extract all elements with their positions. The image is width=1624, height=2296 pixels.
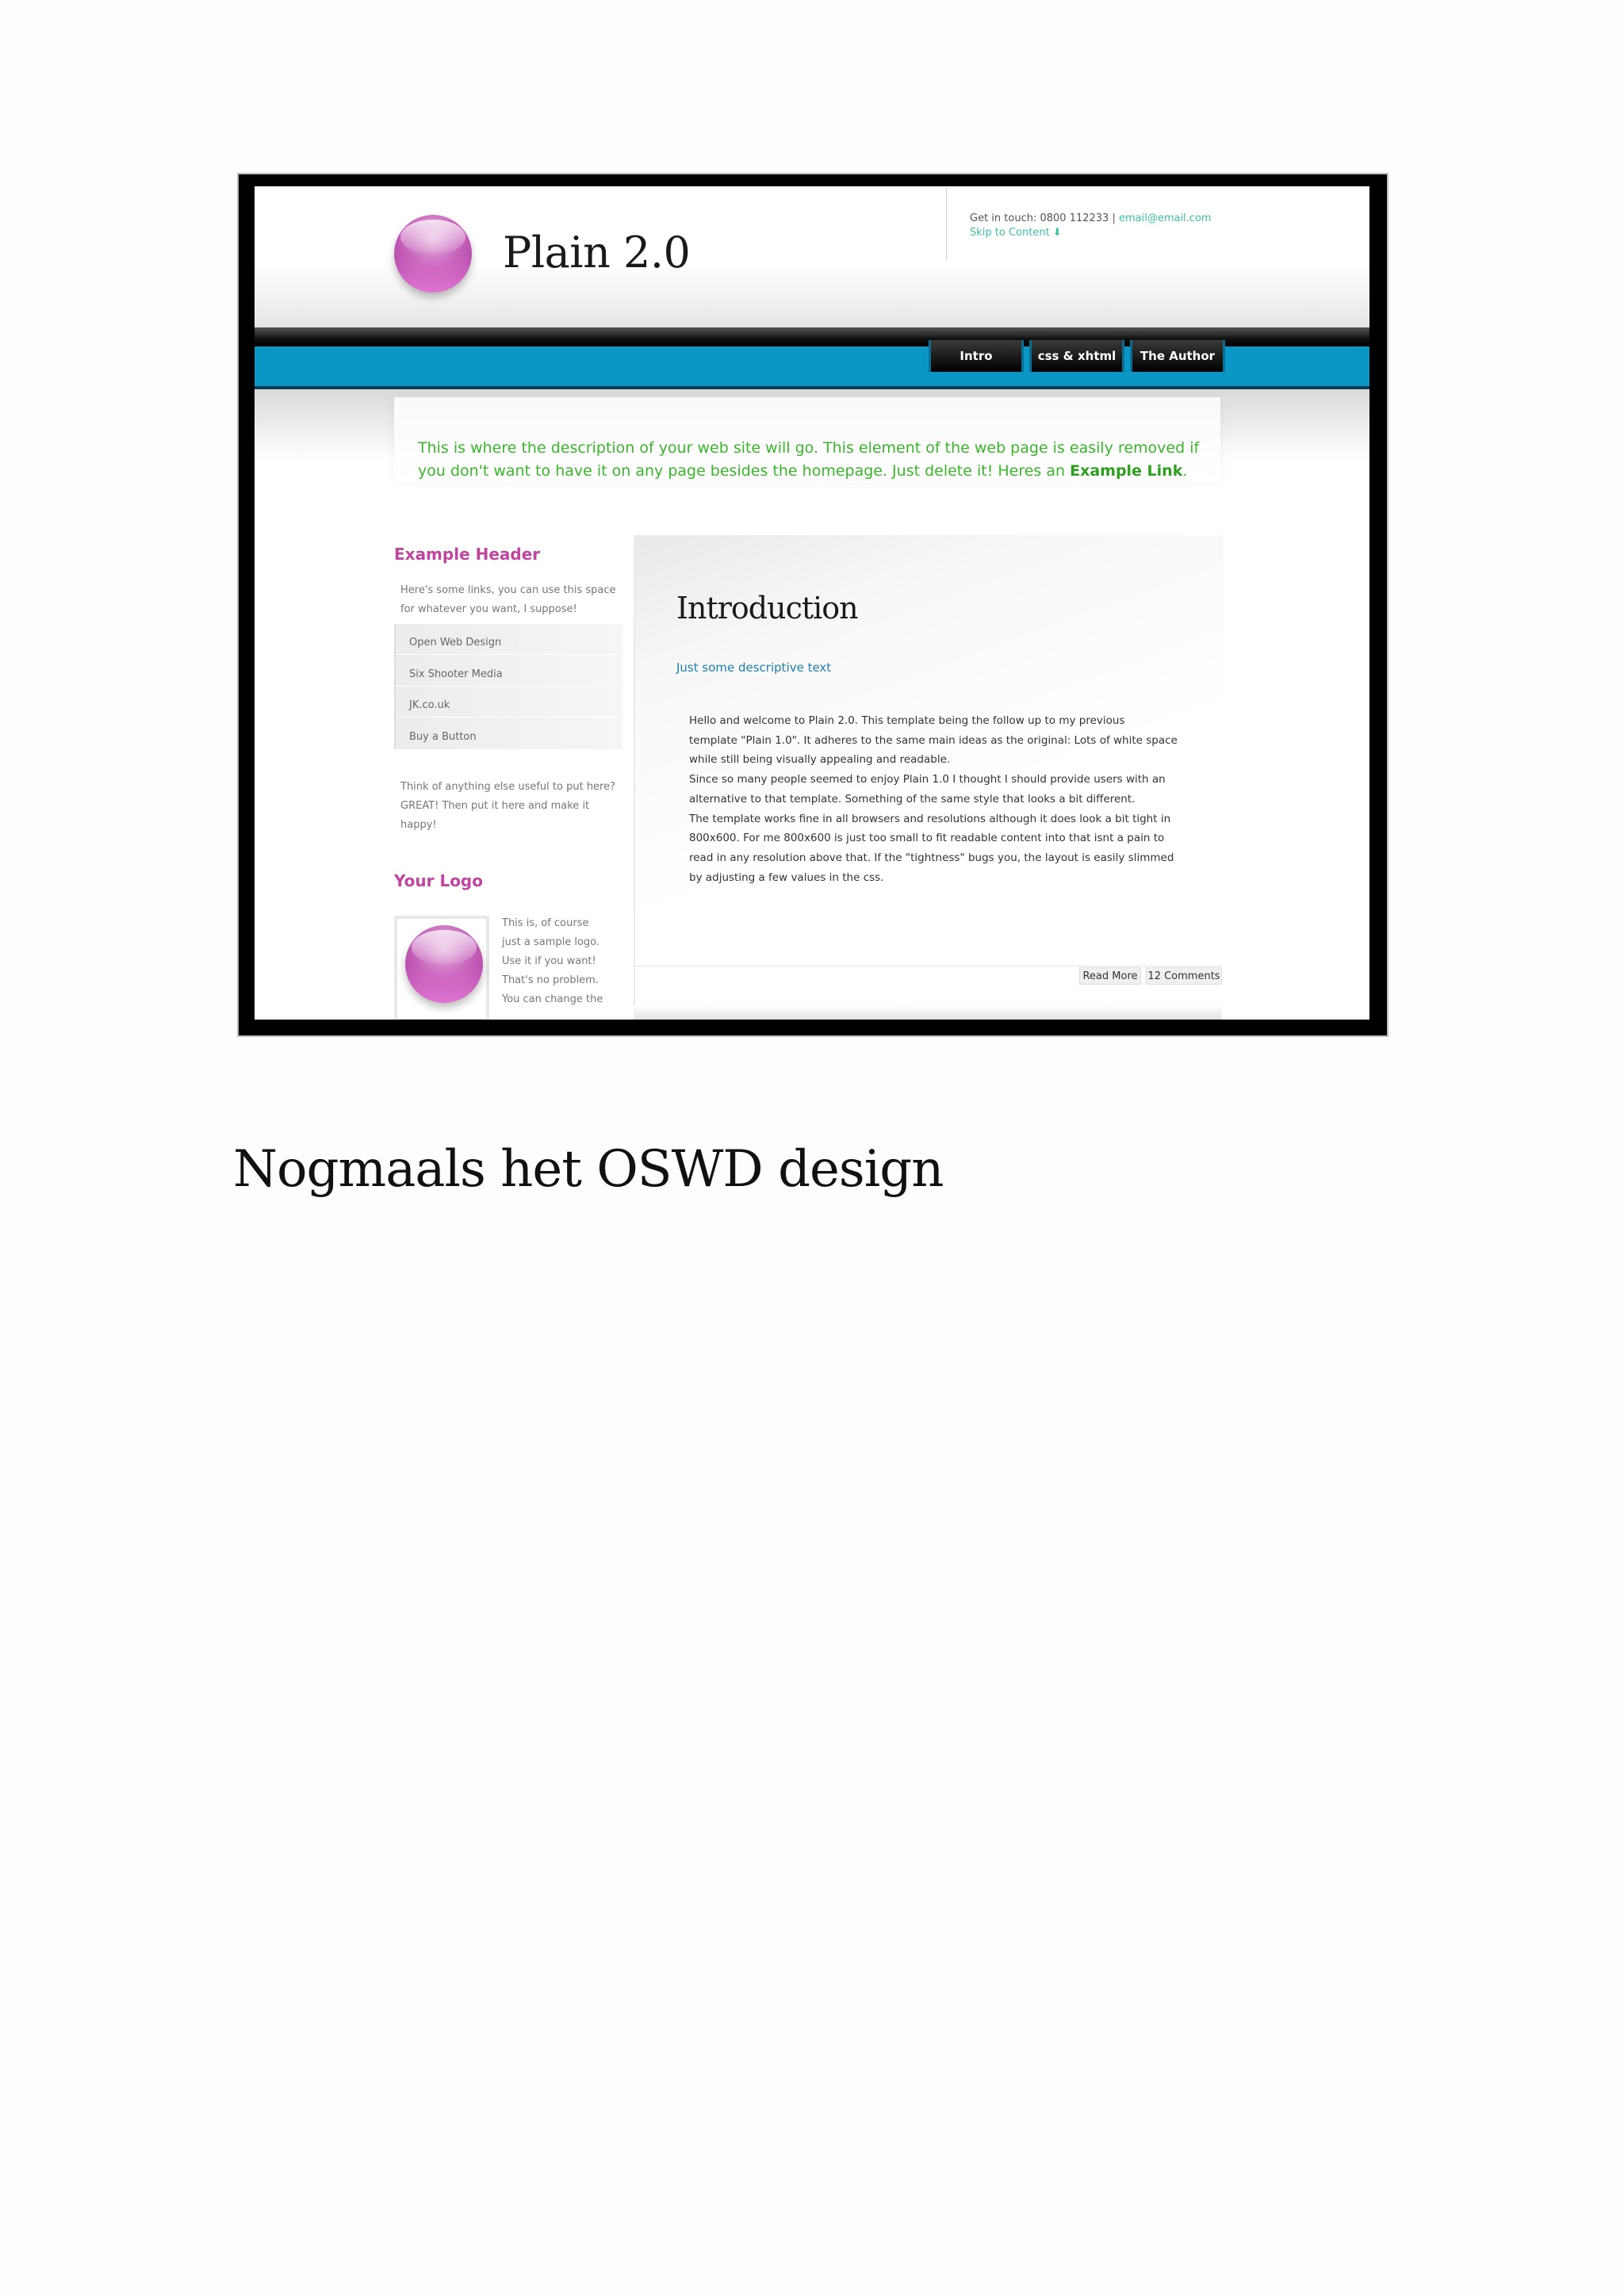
divider xyxy=(396,686,622,687)
intro-body-line: The template works fine in all browsers and resolutions although it does look a bit tight in xyxy=(689,812,1171,825)
intro-body-line: 800x600. For me 800x600 is just too small to fit readable content into that isnt a pain to xyxy=(689,832,1165,845)
contact-phone: Get in touch: 0800 112233 | xyxy=(970,212,1116,224)
sidebar-logo-line: Use it if you want! xyxy=(502,955,596,967)
divider xyxy=(396,717,622,718)
sample-logo-box xyxy=(394,916,489,1020)
example-link[interactable]: Example Link xyxy=(1070,462,1183,480)
intro-body xyxy=(689,711,1197,887)
intro-body-line: by adjusting a few values in the css. xyxy=(689,871,884,884)
sidebar-link-list xyxy=(394,624,622,749)
header-divider xyxy=(946,188,947,259)
comments-button[interactable]: 12 Comments xyxy=(1146,967,1222,985)
document-caption: Nogmaals het OSWD design xyxy=(233,1140,944,1199)
site-description xyxy=(418,437,1219,483)
sidebar-intro-line: Here's some links, you can use this space xyxy=(400,584,616,596)
sidebar-link-buy-a-button[interactable]: Buy a Button xyxy=(409,731,477,743)
screenshot-frame xyxy=(237,173,1388,1037)
sidebar-your-logo-header: Your Logo xyxy=(394,871,483,890)
sidebar-logo-line: That's no problem. xyxy=(502,974,599,986)
sidebar-extra-text xyxy=(400,778,615,835)
intro-body-line: read in any resolution above that. If the "tightness" bugs you, the layout is easily slimmed xyxy=(689,851,1174,864)
nav-the-author-button[interactable]: The Author xyxy=(1130,340,1225,372)
main-bottom-bar xyxy=(634,1005,1222,1020)
intro-body-line: alternative to that template. Something of the same style that looks a bit different. xyxy=(689,792,1136,806)
sidebar-extra-line: happy! xyxy=(400,819,437,831)
sidebar-example-header: Example Header xyxy=(394,545,541,564)
intro-body-line: Since so many people seemed to enjoy Plain 1.0 I thought I should provide users with an xyxy=(689,773,1166,786)
nav-css-xhtml-button[interactable]: css & xhtml xyxy=(1029,340,1124,372)
embedded-website-screenshot xyxy=(255,186,1369,1020)
intro-subtitle: Just some descriptive text xyxy=(676,660,832,675)
sidebar-logo-text xyxy=(502,914,603,1009)
intro-body-line: while still being visually appealing and readable. xyxy=(689,753,951,767)
sidebar-link-open-web-design[interactable]: Open Web Design xyxy=(409,637,502,649)
site-title: Plain 2.0 xyxy=(503,228,691,277)
sidebar-extra-line: GREAT! Then put it here and make it xyxy=(400,800,590,812)
sidebar-link-jk-co-uk[interactable]: JK.co.uk xyxy=(409,699,450,711)
sidebar-intro-line: for whatever you want, I suppose! xyxy=(400,603,577,615)
divider xyxy=(396,654,622,655)
contact-email-link[interactable]: email@email.com xyxy=(1118,212,1212,224)
contact-info xyxy=(970,212,1212,240)
sidebar-extra-line: Think of anything else useful to put here? xyxy=(400,781,616,793)
read-more-button[interactable]: Read More xyxy=(1079,967,1141,985)
intro-body-line: Hello and welcome to Plain 2.0. This template being the follow up to my previous xyxy=(689,714,1125,727)
skip-to-content-link[interactable]: Skip to Content ⬇ xyxy=(970,227,1062,239)
sidebar-logo-line: just a sample logo. xyxy=(502,936,600,948)
site-logo-orb xyxy=(394,215,472,293)
sidebar-logo-line: You can change the xyxy=(502,993,603,1005)
description-text: This is where the description of your web site will go. This element of the web page is easily removed if you don't want to have it on any page besides the homepage. Just delete it! Heres an xyxy=(418,439,1200,480)
sidebar-intro-text xyxy=(400,581,616,619)
intro-title: Introduction xyxy=(676,591,858,626)
sidebar-link-six-shooter-media[interactable]: Six Shooter Media xyxy=(409,668,503,680)
sample-logo-orb xyxy=(405,925,483,1003)
sidebar-logo-line: This is, of course xyxy=(502,917,589,929)
nav-intro-button[interactable]: Intro xyxy=(929,340,1024,372)
description-end: . xyxy=(1182,462,1188,480)
intro-body-line: template "Plain 1.0". It adheres to the same main ideas as the original: Lots of white space xyxy=(689,733,1178,747)
